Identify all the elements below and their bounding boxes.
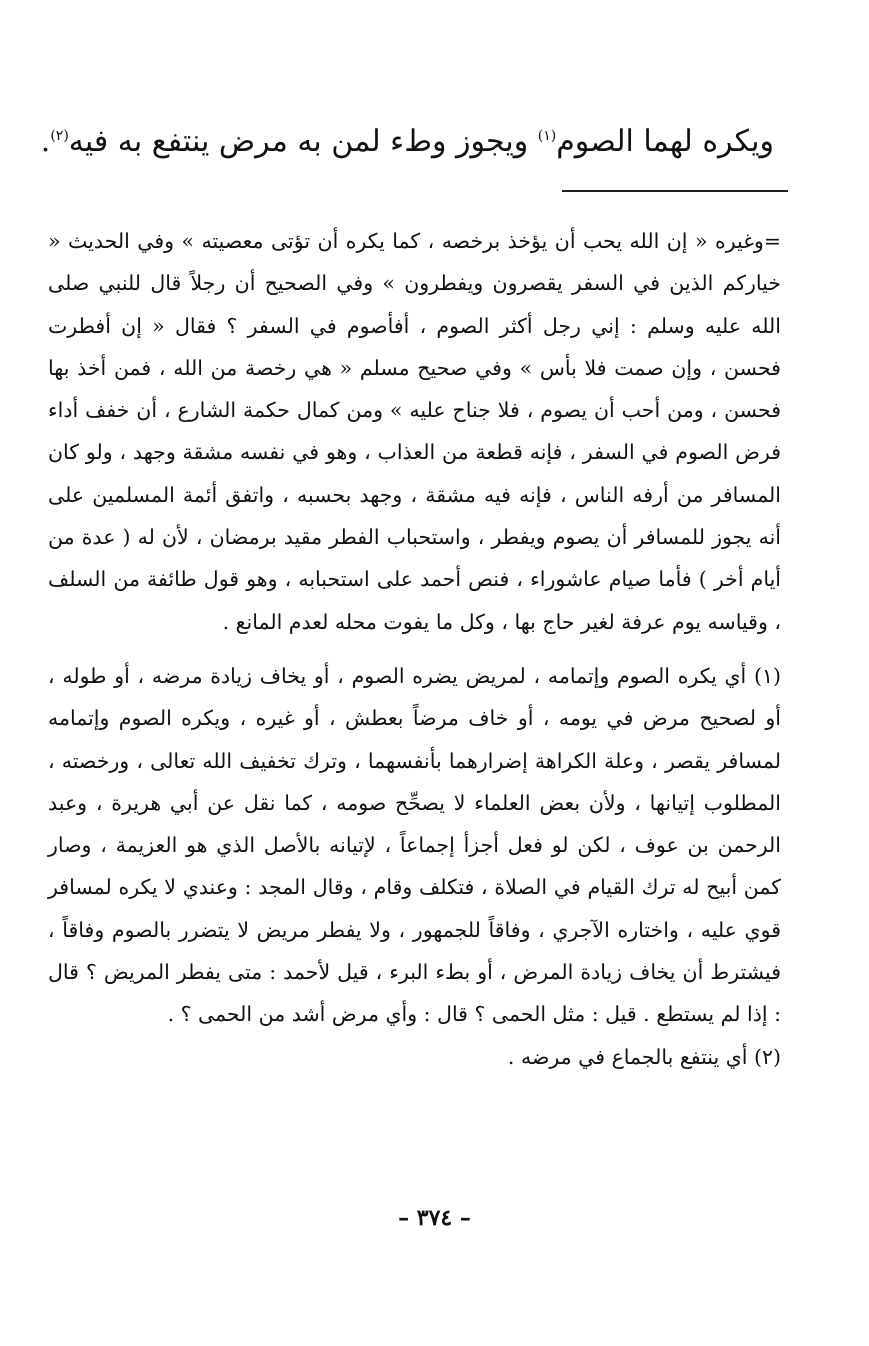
footnotes [48,220,781,1078]
footnote-separator [562,190,788,192]
main-text-part: ويكره لهما الصوم [556,124,774,159]
footnote-marker-1: (١) [537,128,557,144]
main-text [40,116,774,168]
footnote-marker-2: (٢) [50,128,69,144]
footnote-1: (١) أي يكره الصوم وإتمامه ، لمريض يضره الصوم ، أو يخاف زيادة مرضه ، أو طوله ، أو لصحيح مرض في يومه ، أو خاف مرضاً بعطش ، أو غيره ، ويكره الصوم وإتمامه لمسافر يقصر ، وعلة الكراهة إضرارهما بأنفسهما ، وترك تخفيف الله تعالى ، ورخصته ، المطلوب إتيانها ، ولأن بعض العلماء لا يصحِّح صومه ، كما نقل عن أبي هريرة ، وعبد الرحمن بن عوف ، لكن لو فعل أجزأ إجماعاً ، لإتيانه بالأصل الذي هو العزيمة ، وصار كمن أبيح له ترك القيام في الصلاة ، فتكلف وقام ، وقال المجد : وعندي لا يكره لمسافر قوي عليه ، واختاره الآجري ، وفاقاً للجمهور ، ولا يفطر مريض لا يتضرر بالصوم وفاقاً ، فيشترط أن يخاف زيادة المرض ، أو بطء البرء ، قيل لأحمد : متى يفطر المريض ؟ قال : إذا لم يستطع . قيل : مثل الحمى ؟ قال : وأي مرض أشد من الحمى ؟ . [48,663,781,1027]
footnote-2: (٢) أي ينتفع بالجماع في مرضه . [507,1044,781,1069]
page-number: – ٣٧٤ – [398,1205,471,1231]
main-text-part-2: ويجوز وطء لمن به مرض ينتفع به فيه [68,124,538,159]
main-text-end: . [40,124,51,159]
footnote-continuation: =وغيره « إن الله يحب أن يؤخذ برخصه ، كما يكره أن تؤتى معصيته » وفي الحديث « خياركم الذين في السفر يقصرون ويفطرون » وفي الصحيح أن رجلاً قال للنبي صلى الله عليه وسلم : إني رجل أكثر الصوم ، أفأصوم في السفر ؟ فقال « إن أفطرت فحسن ، وإن صمت فلا بأس » وفي صحيح مسلم « هي رخصة من الله ، فمن أخذ بها فحسن ، ومن أحب أن يصوم ، فلا جناح عليه » ومن كمال حكمة الشارع ، أن خفف أداء فرض الصوم في السفر ، فإنه قطعة من العذاب ، وهو في نفسه مشقة وجهد ، ولو كان المسافر من أرفه الناس ، فإنه فيه مشقة ، وجهد بحسبه ، واتفق أئمة المسلمين على أنه يجوز للمسافر أن يصوم ويفطر ، واستحباب الفطر مقيد برمضان ، لأن له ( عدة من أيام أخر ) فأما صيام عاشوراء ، فنص أحمد على استحبابه ، وهو قول طائفة من السلف ، وقياسه يوم عرفة لغير حاج بها ، وكل ما يفوت محله لعدم المانع . [48,229,781,634]
